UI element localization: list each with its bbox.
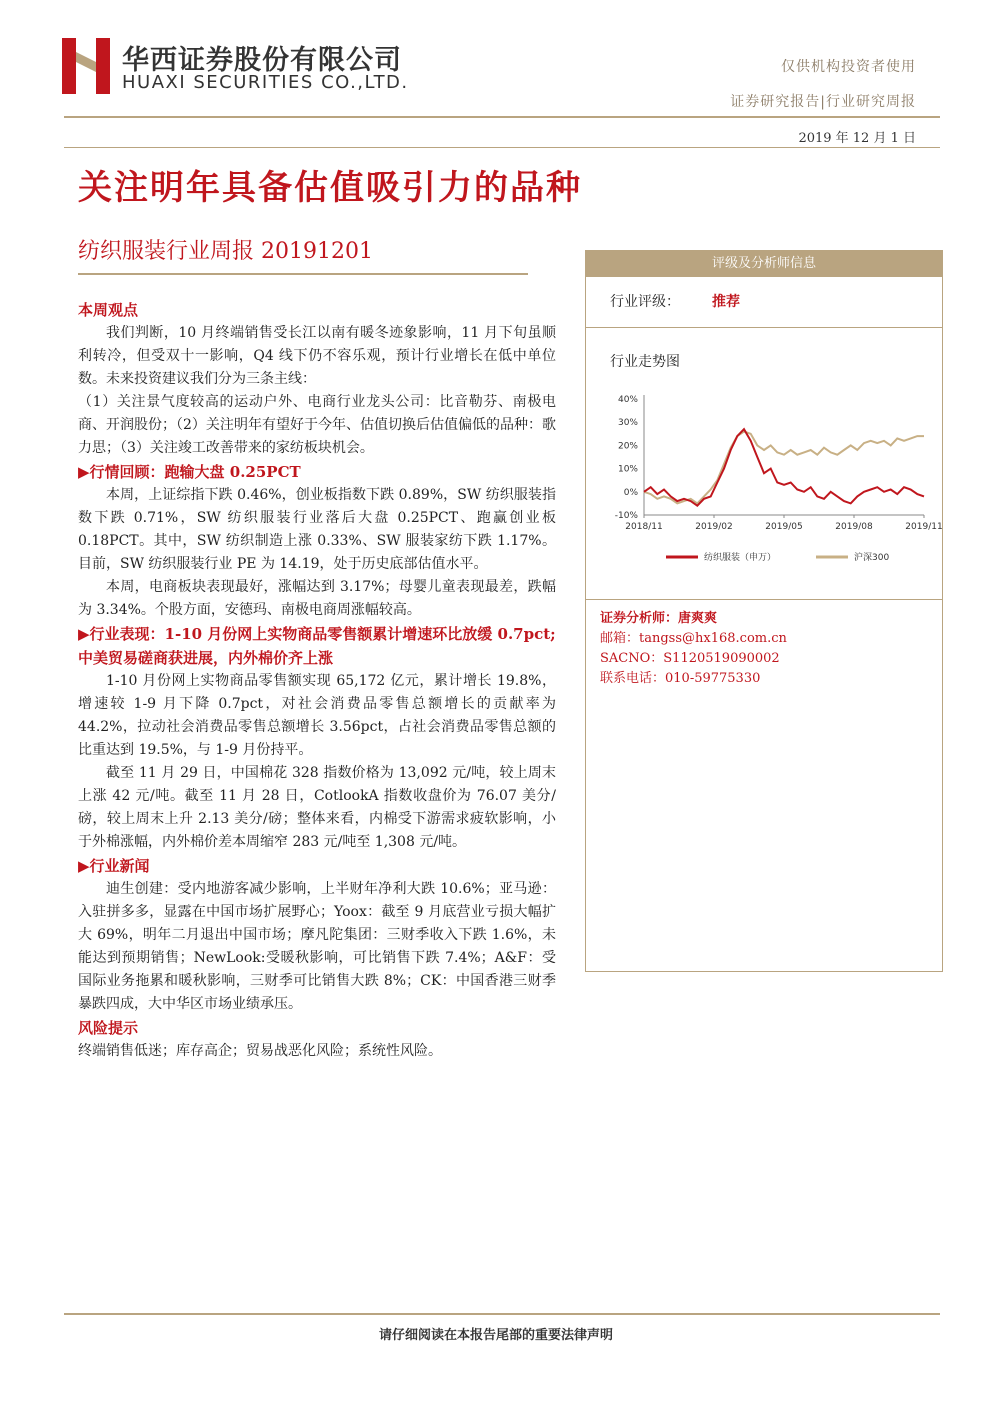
section-market-review xyxy=(78,460,556,622)
y-tick-label: -10% xyxy=(614,511,638,521)
y-tick-label: 40% xyxy=(617,395,638,405)
section-industry-performance xyxy=(78,622,556,854)
paragraph: 本周，电商板块表现最好，涨幅达到 3.17%；母婴儿童表现最差，跌幅为 3.34%。个股方面，安德玛、南极电商周涨幅较高。 xyxy=(78,579,556,618)
legal-disclaimer: 请仔细阅读在本报告尾部的重要法律声明 xyxy=(378,1328,613,1343)
paragraph: 终端销售低迷；库存高企；贸易战恶化风险；系统性风险。 xyxy=(78,1043,442,1059)
header-divider xyxy=(64,116,940,118)
footer-divider xyxy=(64,1313,940,1315)
x-tick-label: 2018/11 xyxy=(625,522,663,532)
paragraph: 1-10 月份网上实物商品零售额实现 65,172 亿元，累计增长 19.8%，增速较 1-9 月下降 0.7pct，对社会消费品零售总额增长的贡献率为 44.2%，拉动社会消费品零售总额增长 3.56pct，占社会消费品零售总额的比重达到 19.5%，与 1-9 月份持平。 xyxy=(78,673,556,758)
company-name-en: HUAXI SECURITIES CO.,LTD. xyxy=(122,72,409,93)
report-date: 2019 年 12 月 1 日 xyxy=(798,131,916,146)
rating-label: 行业评级： xyxy=(610,294,680,310)
paragraph: 本周，上证综指下跌 0.46%，创业板指数下跌 0.89%，SW 纺织服装指数下跌 0.71%，SW 纺织服装行业落后大盘 0.25PCT、跑赢创业板 0.18PCT。其中，SW 纺织制造上涨 0.33%、SW 服装家纺下跌 1.17%。目前，SW 纺织服装行业 PE 为 14.19，处于历史底部估值水平。 xyxy=(78,487,556,572)
section-heading: ▶行业新闻 xyxy=(78,857,150,875)
report-body xyxy=(78,298,556,1063)
report-subtitle: 纺织服装行业周报 20191201 xyxy=(78,239,373,264)
x-tick-label: 2019/05 xyxy=(765,522,803,532)
analyst-phone: 联系电话：010-59775330 xyxy=(600,671,761,686)
box-divider xyxy=(586,327,942,328)
legend-label: 沪深300 xyxy=(854,553,890,563)
rating-analyst-box xyxy=(585,250,943,972)
paragraph: 我们判断，10 月终端销售受长江以南有暖冬迹象影响，11 月下旬虽顺利转冷，但受双十一影响，Q4 线下仍不容乐观，预计行业增长在低中单位数。未来投资建议我们分为三条主线： xyxy=(78,325,556,387)
section-heading: ▶行情回顾：跑输大盘 0.25PCT xyxy=(78,463,301,481)
report-type: 证券研究报告|行业研究周报 xyxy=(730,94,916,110)
paragraph: 迪生创建：受内地游客减少影响，上半财年净利大跌 10.6%；亚马逊：入驻拼多多，显露在中国市场扩展野心；Yoox：截至 9 月底营业亏损大幅扩大 69%，明年二月退出中国市场；摩凡陀集团：三财季收入下跌 1.6%，未能达到预期销售；NewLook:受暖秋影响，可比销售下跌 7.4%；A&F：受国际业务拖累和暖秋影响，三财季可比销售大跌 8%；CK：中国香港三财季暴跌四成，大中华区市场业绩承压。 xyxy=(78,881,556,1012)
section-heading: 本周观点 xyxy=(78,301,139,319)
series-line xyxy=(644,432,924,504)
section-risk xyxy=(78,1016,556,1063)
y-tick-label: 10% xyxy=(617,464,638,475)
section-heading: 风险提示 xyxy=(78,1019,139,1037)
date-divider xyxy=(64,147,940,148)
section-heading: ▶行业表现：1-10 月份网上实物商品零售额累计增速环比放缓 0.7pct;中美贸易磋商获进展，内外棉价齐上涨 xyxy=(78,625,556,667)
x-tick-label: 2019/02 xyxy=(695,522,733,532)
rating-value: 推荐 xyxy=(712,294,740,310)
section-industry-news xyxy=(78,854,556,1016)
y-tick-label: 20% xyxy=(617,441,638,452)
y-tick-label: 0% xyxy=(623,487,638,498)
x-tick-label: 2019/08 xyxy=(835,522,873,532)
analyst-name: 证券分析师：唐爽爽 xyxy=(600,611,718,626)
paragraph: 截至 11 月 29 日，中国棉花 328 指数价格为 13,092 元/吨，较上周末上涨 42 元/吨。截至 11 月 28 日，CotlookA 指数收盘价为 76.07 美分/磅，较上周末上升 2.13 美分/磅；整体来看，内棉受下游需求疲软影响，小于外棉涨幅，内外棉价差本周缩窄 283 元/吨至 1,308 元/吨。 xyxy=(78,765,556,850)
report-title: 关注明年具备估值吸引力的品种 xyxy=(78,168,582,208)
x-tick-label: 2019/11 xyxy=(905,522,943,532)
trend-label: 行业走势图 xyxy=(610,354,680,370)
box-divider xyxy=(586,599,942,600)
company-name-cn: 华西证券股份有限公司 xyxy=(122,45,402,76)
paragraph: （1）关注景气度较高的运动户外、电商行业龙头公司：比音勒芬、南极电商、开润股份；（2）关注明年有望好于今年、估值切换后估值偏低的品种：歌力思；（3）关注竣工改善带来的家纺板块机会。 xyxy=(78,394,556,456)
box-title: 评级及分析师信息 xyxy=(586,251,942,277)
section-weekly-view xyxy=(78,298,556,460)
analyst-sacno: SACNO：S1120519090002 xyxy=(600,651,780,666)
y-tick-label: 30% xyxy=(617,418,638,429)
subtitle-underline xyxy=(78,273,528,275)
institution-only-notice: 仅供机构投资者使用 xyxy=(781,59,916,75)
industry-trend-chart xyxy=(596,379,943,579)
company-logo-icon xyxy=(62,38,112,94)
analyst-email: 邮箱：tangss@hx168.com.cn xyxy=(600,631,787,646)
legend-label: 纺织服装（申万） xyxy=(704,553,777,563)
